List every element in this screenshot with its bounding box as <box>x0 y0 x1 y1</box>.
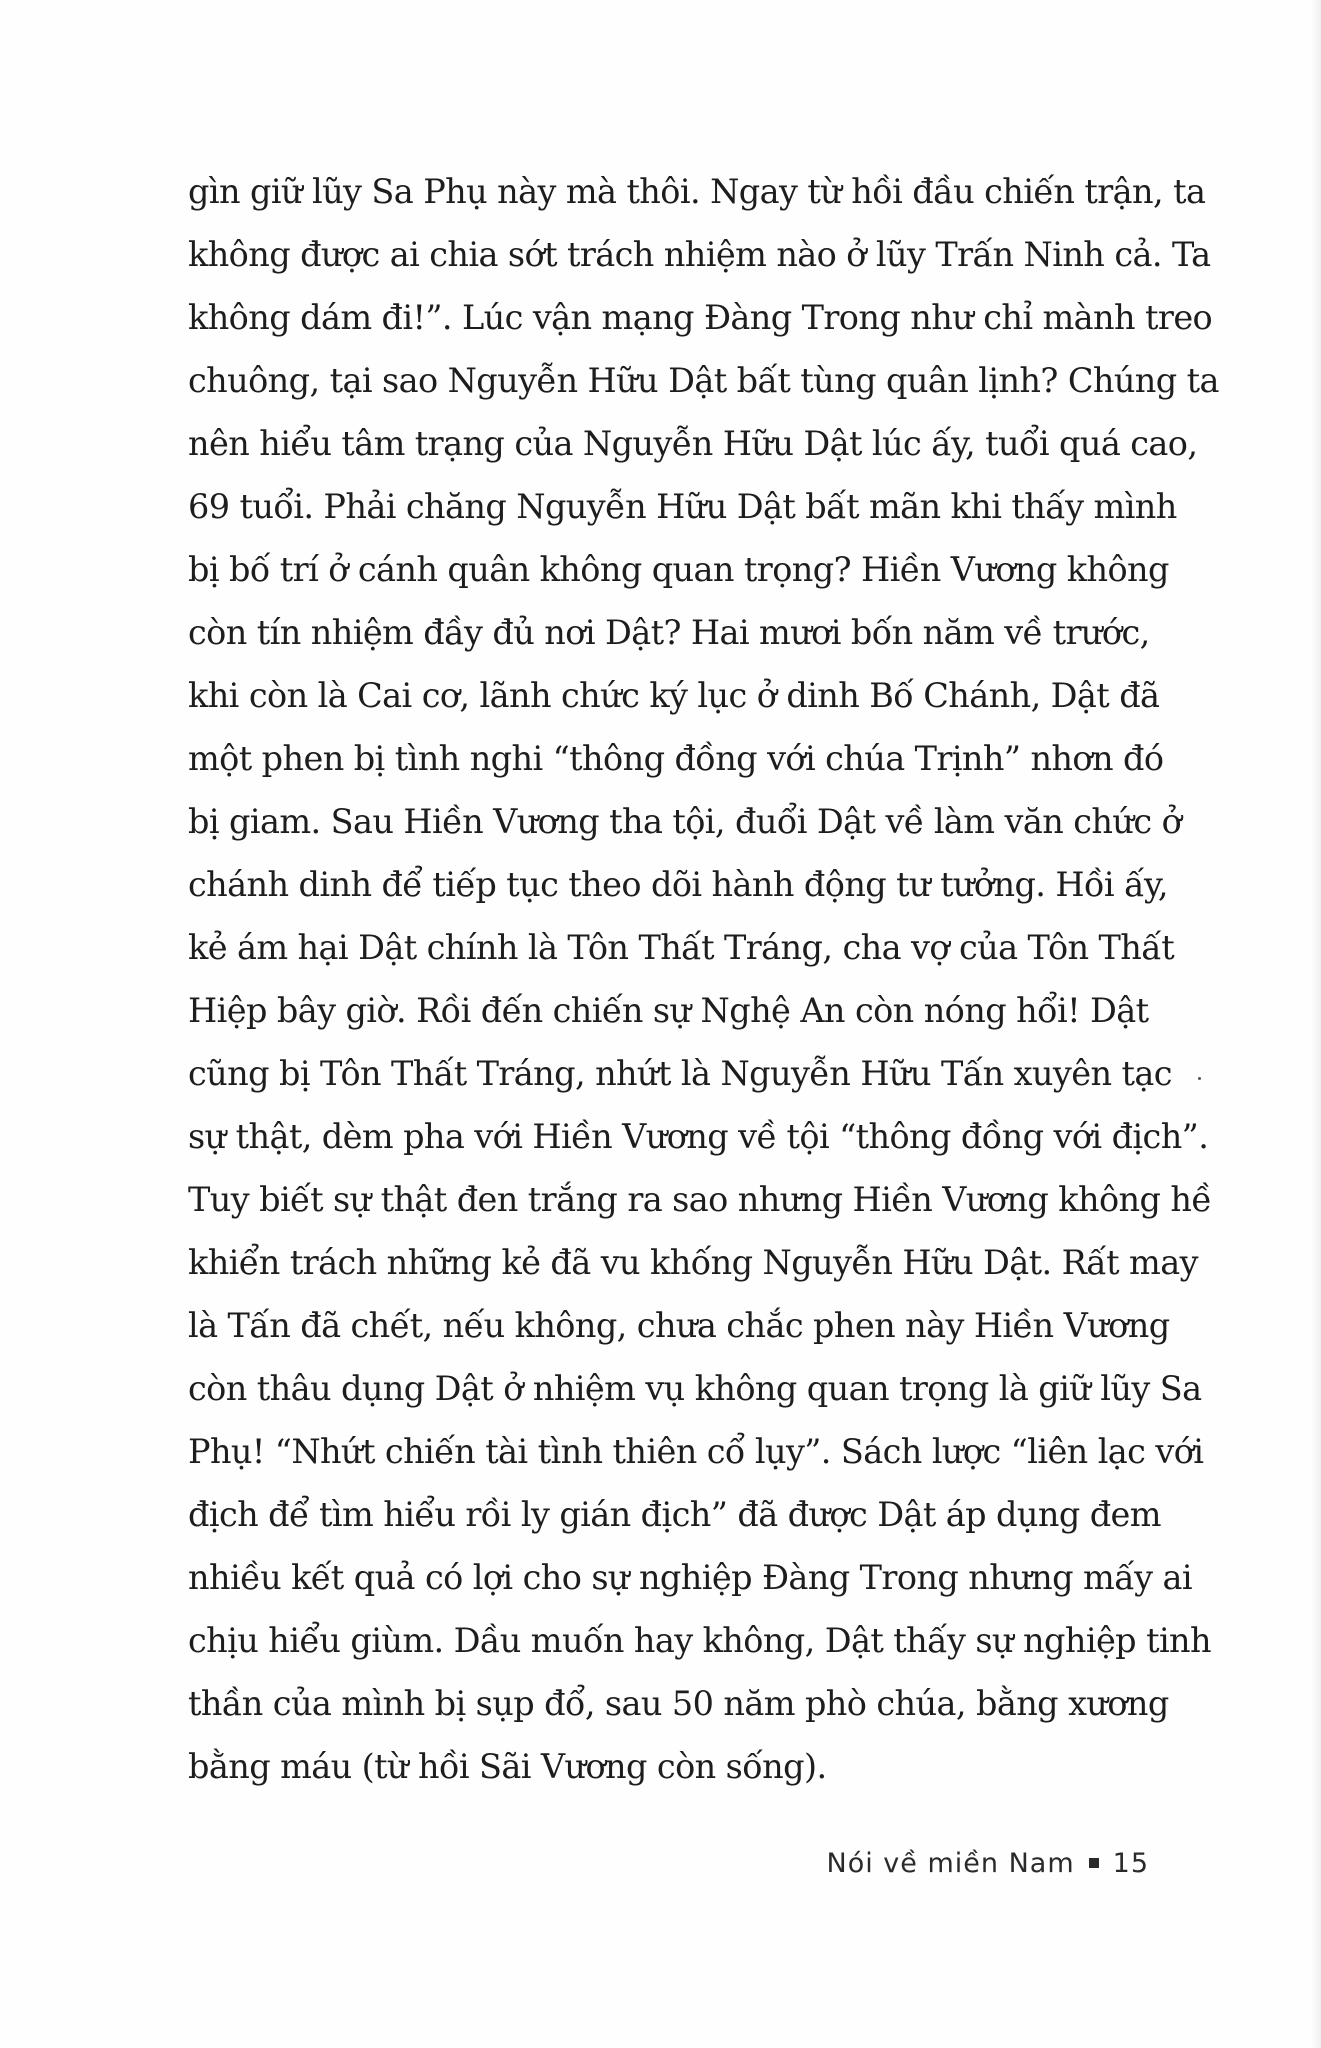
text-line: Hiệp bây giờ. Rồi đến chiến sự Nghệ An còn nóng hổi! Dật <box>188 991 1149 1030</box>
text-line: Phụ! “Nhứt chiến tài tình thiên cổ lụy”. Sách lược “liên lạc với <box>188 1432 1204 1471</box>
text-line: nên hiểu tâm trạng của Nguyễn Hữu Dật lúc ấy, tuổi quá cao, <box>188 424 1198 463</box>
text-line: không dám đi!”. Lúc vận mạng Đàng Trong như chỉ mành treo <box>188 298 1213 337</box>
text-line: Tuy biết sự thật đen trắng ra sao nhưng Hiền Vương không hề <box>188 1180 1212 1219</box>
text-line: kẻ ám hại Dật chính là Tôn Thất Tráng, cha vợ của Tôn Thất <box>188 928 1175 967</box>
body-text <box>188 160 1219 1798</box>
text-line: khiển trách những kẻ đã vu khống Nguyễn Hữu Dật. Rất may <box>188 1243 1198 1282</box>
text-line: là Tấn đã chết, nếu không, chưa chắc phen này Hiền Vương <box>188 1306 1170 1345</box>
text-line-last: bằng máu (từ hồi Sãi Vương còn sống). <box>188 1747 827 1786</box>
text-line: 69 tuổi. Phải chăng Nguyễn Hữu Dật bất mãn khi thấy mình <box>188 487 1177 526</box>
page-number: 15 <box>1112 1848 1149 1879</box>
text-line: còn thâu dụng Dật ở nhiệm vụ không quan trọng là giữ lũy Sa <box>188 1369 1202 1408</box>
text-line: chánh dinh để tiếp tục theo dõi hành động tư tưởng. Hồi ấy, <box>188 865 1168 904</box>
separator-square-icon <box>1089 1858 1099 1868</box>
print-speck <box>1198 1077 1201 1080</box>
text-line: còn tín nhiệm đầy đủ nơi Dật? Hai mươi bốn năm về trước, <box>188 613 1150 652</box>
text-line: chuông, tại sao Nguyễn Hữu Dật bất tùng quân lịnh? Chúng ta <box>188 361 1219 400</box>
page-footer <box>0 1848 1149 1879</box>
text-line: gìn giữ lũy Sa Phụ này mà thôi. Ngay từ hồi đầu chiến trận, ta <box>188 172 1206 211</box>
text-line: nhiều kết quả có lợi cho sự nghiệp Đàng Trong nhưng mấy ai <box>188 1558 1193 1597</box>
text-line: khi còn là Cai cơ, lãnh chức ký lục ở dinh Bố Chánh, Dật đã <box>188 676 1160 715</box>
text-line: bị giam. Sau Hiền Vương tha tội, đuổi Dật về làm văn chức ở <box>188 802 1182 841</box>
page-edge-shadow <box>1311 0 1321 2048</box>
running-footer-title: Nói về miền Nam <box>826 1848 1075 1879</box>
text-line: sự thật, dèm pha với Hiền Vương về tội “thông đồng với địch”. <box>188 1117 1209 1156</box>
text-line: địch để tìm hiểu rồi ly gián địch” đã được Dật áp dụng đem <box>188 1495 1161 1534</box>
text-line: một phen bị tình nghi “thông đồng với chúa Trịnh” nhơn đó <box>188 739 1164 778</box>
text-line: chịu hiểu giùm. Dầu muốn hay không, Dật thấy sự nghiệp tinh <box>188 1621 1212 1660</box>
text-line: không được ai chia sớt trách nhiệm nào ở lũy Trấn Ninh cả. Ta <box>188 235 1211 274</box>
text-line: thần của mình bị sụp đổ, sau 50 năm phò chúa, bằng xương <box>188 1684 1169 1723</box>
text-line: bị bố trí ở cánh quân không quan trọng? Hiền Vương không <box>188 550 1169 589</box>
text-line: cũng bị Tôn Thất Tráng, nhứt là Nguyễn Hữu Tấn xuyên tạc <box>188 1054 1172 1093</box>
